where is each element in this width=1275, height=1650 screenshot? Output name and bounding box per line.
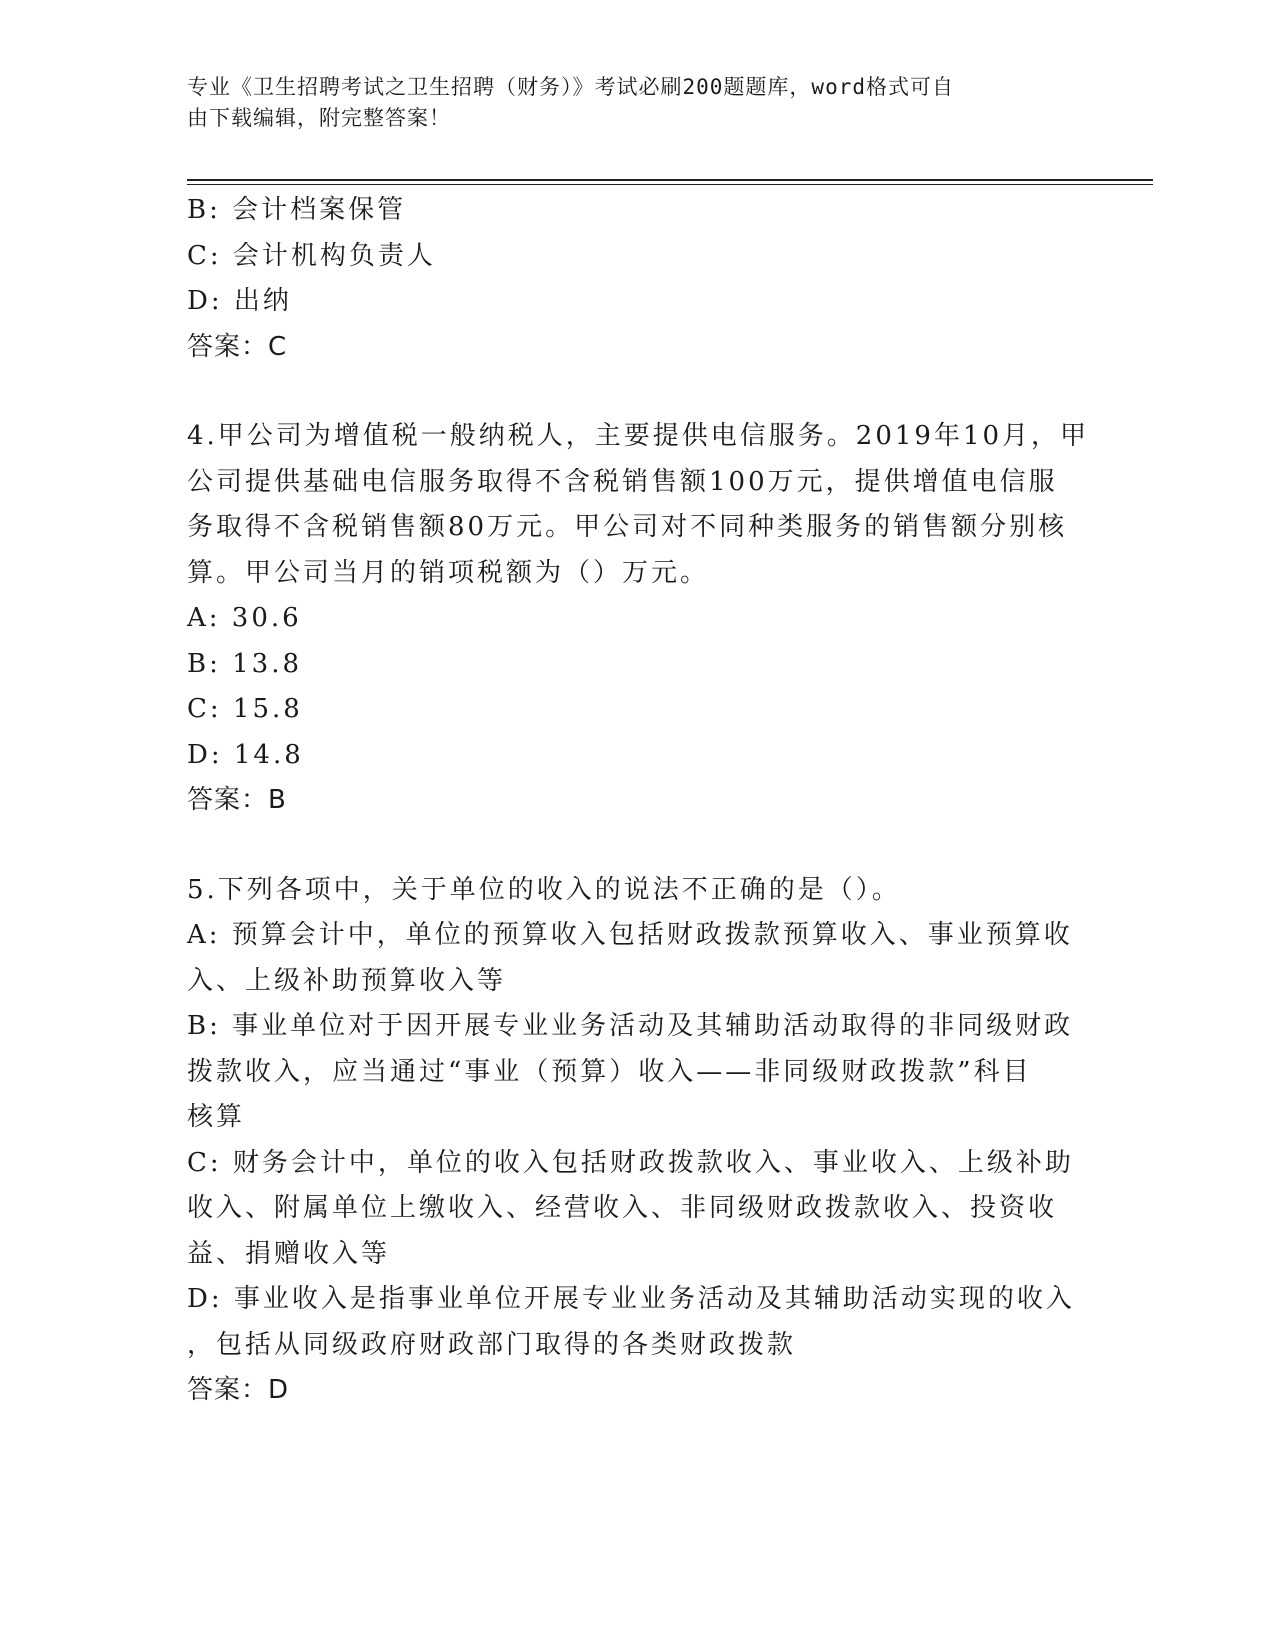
q5-option-c-line: 益、捐赠收入等 [187,1238,391,1269]
q5-option-a-line: A: 预算会计中，单位的预算收入包括财政拨款预算收入、事业预算收 [187,920,1073,950]
q5-answer: 答案：D [187,1375,290,1405]
q5-option-c-line: 收入、附属单位上缴收入、经营收入、非同级财政拨款收入、投资收 [187,1193,1058,1223]
q3-option-c: C: 会计机构负责人 [187,240,436,271]
q4-option-d: D: 14.8 [187,739,304,770]
q4-option-a: A: 30.6 [187,603,302,633]
q5-stem: 5.下列各项中，关于单位的收入的说法不正确的是（）。 [187,874,901,905]
question-3 [187,188,1087,370]
q3-option-b: B: 会计档案保管 [187,195,407,225]
q5-option-a-line: 入、上级补助预算收入等 [187,965,507,996]
q3-answer: 答案：C [187,331,288,362]
document-header [187,72,1067,134]
question-4 [187,414,1090,824]
header-line-1: 专业《卫生招聘考试之卫生招聘（财务）》考试必刷200题题库，word格式可自 [187,75,954,99]
q4-stem-line: 算。甲公司当月的销项税额为（）万元。 [187,557,710,588]
q4-option-b: B: 13.8 [187,648,303,679]
question-5 [187,868,1087,1414]
q4-option-c: C: 15.8 [187,694,303,724]
header-line-2: 由下载编辑，附完整答案！ [187,106,451,130]
q5-option-d-line: D: 事业收入是指事业单位开展专业业务活动及其辅助活动实现的收入 [187,1284,1075,1314]
q5-option-b-line: 核算 [187,1102,246,1132]
header-divider-thick [187,179,1153,181]
spacer [187,370,1087,414]
header-divider-thin [187,184,1153,185]
q4-stem-line: 务取得不含税销售额80万元。甲公司对不同种类服务的销售额分别核 [187,512,1068,542]
q3-option-d: D: 出纳 [187,286,292,316]
question-content [187,188,1090,1414]
q5-option-c-line: C: 财务会计中，单位的收入包括财政拨款收入、事业收入、上级补助 [187,1147,1074,1178]
q5-option-b-line: 拨款收入，应当通过“事业（预算）收入——非同级财政拨款”科目 [187,1056,1032,1087]
q5-option-d-line: ，包括从同级政府财政部门取得的各类财政拨款 [187,1329,797,1360]
q4-answer: 答案：B [187,785,287,815]
q4-stem-line: 4.甲公司为增值税一般纳税人，主要提供电信服务。2019年10月，甲 [187,421,1090,451]
spacer [187,824,1087,868]
q5-option-b-line: B: 事业单位对于因开展专业业务活动及其辅助活动取得的非同级财政 [187,1011,1074,1041]
q4-stem-line: 公司提供基础电信服务取得不含税销售额100万元，提供增值电信服 [187,466,1058,497]
